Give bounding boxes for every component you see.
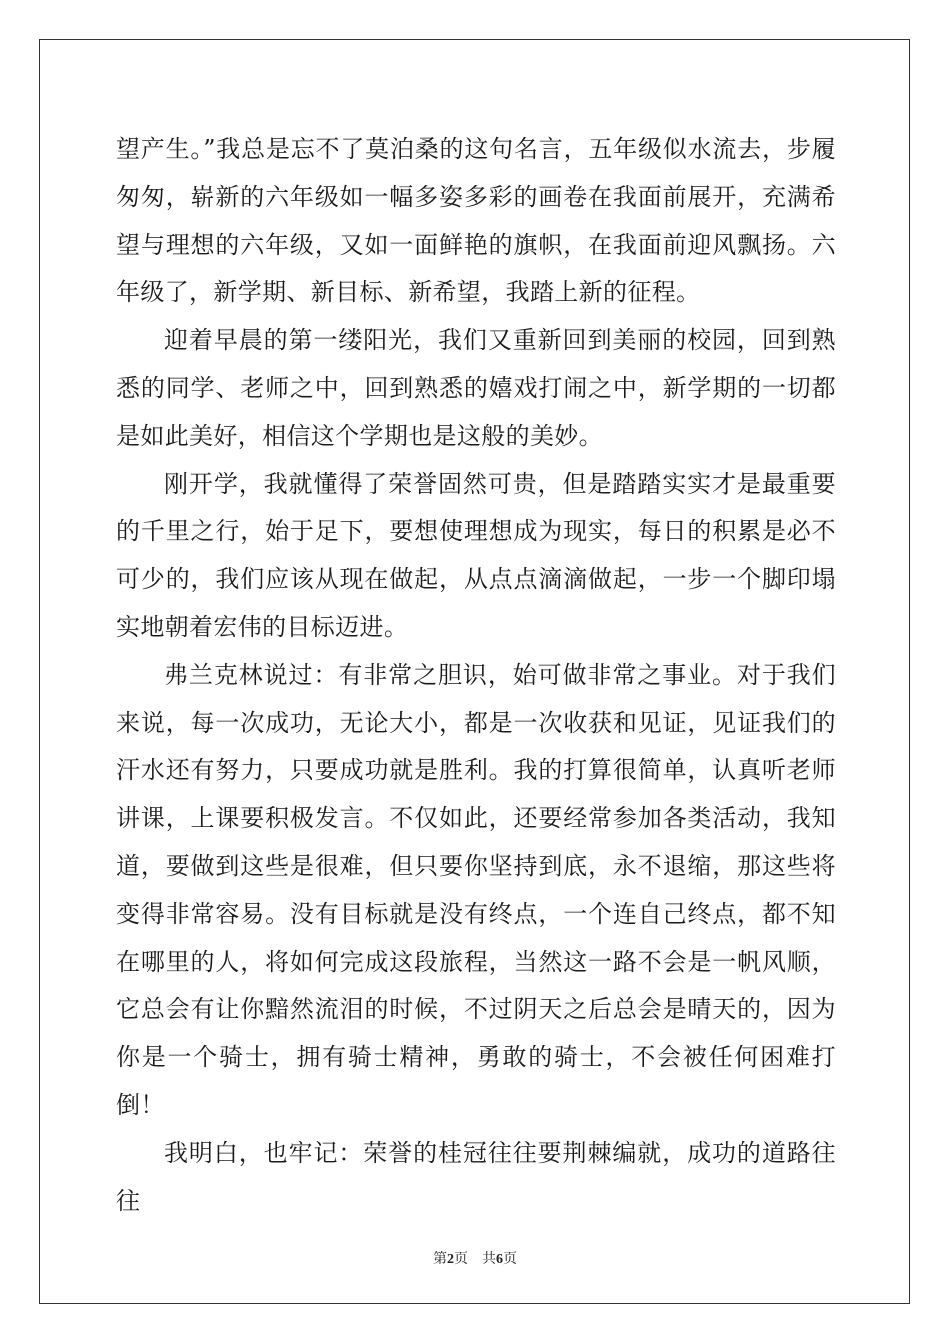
page-suffix: 页 [454,1251,468,1267]
page-footer [0,1248,950,1268]
total-suffix: 页 [503,1251,517,1267]
page-prefix: 第 [433,1251,447,1267]
paragraph-5: 我明白，也牢记：荣誉的桂冠往往要荆棘编就，成功的道路往往 [116,1138,836,1215]
paragraph-3: 刚开学，我就懂得了荣誉固然可贵，但是踏踏实实才是最重要的千里之行，始于足下，要想使理想成为现实，每日的积累是必不可少的，我们应该从现在做起，从点点滴滴做起，一步一个脚印塌实地朝着宏伟的目标迈进。 [116,469,836,641]
total-pages: 6 [496,1252,503,1267]
paragraph-2: 迎着早晨的第一缕阳光，我们又重新回到美丽的校园，回到熟悉的同学、老师之中，回到熟悉的嬉戏打闹之中，新学期的一切都是如此美好，相信这个学期也是这般的美妙。 [116,326,836,450]
total-prefix: 共 [482,1251,496,1267]
paragraph-1: 望产生。”我总是忘不了莫泊桑的这句名言，五年级似水流去，步履匆匆，崭新的六年级如一幅多姿多彩的画卷在我面前展开，充满希望与理想的六年级，又如一面鲜艳的旗帜，在我面前迎风飘扬。六年级了，新学期、新目标、新希望，我踏上新的征程。 [116,135,836,307]
page-number: 2 [447,1252,454,1267]
document-body [116,126,836,1225]
paragraph-4: 弗兰克林说过：有非常之胆识，始可做非常之事业。对于我们来说，每一次成功，无论大小，都是一次收获和见证，见证我们的汗水还有努力，只要成功就是胜利。我的打算很简单，认真听老师讲课，上课要积极发言。不仅如此，还要经常参加各类活动，我知道，要做到这些是很难，但只要你坚持到底，永不退缩，那这些将变得非常容易。没有目标就是没有终点，一个连自己终点，都不知在哪里的人，将如何完成这段旅程，当然这一路不会是一帆风顺，它总会有让你黯然流泪的时候，不过阴天之后总会是晴天的，因为你是一个骑士，拥有骑士精神，勇敢的骑士，不会被任何困难打倒！ [116,660,836,1119]
